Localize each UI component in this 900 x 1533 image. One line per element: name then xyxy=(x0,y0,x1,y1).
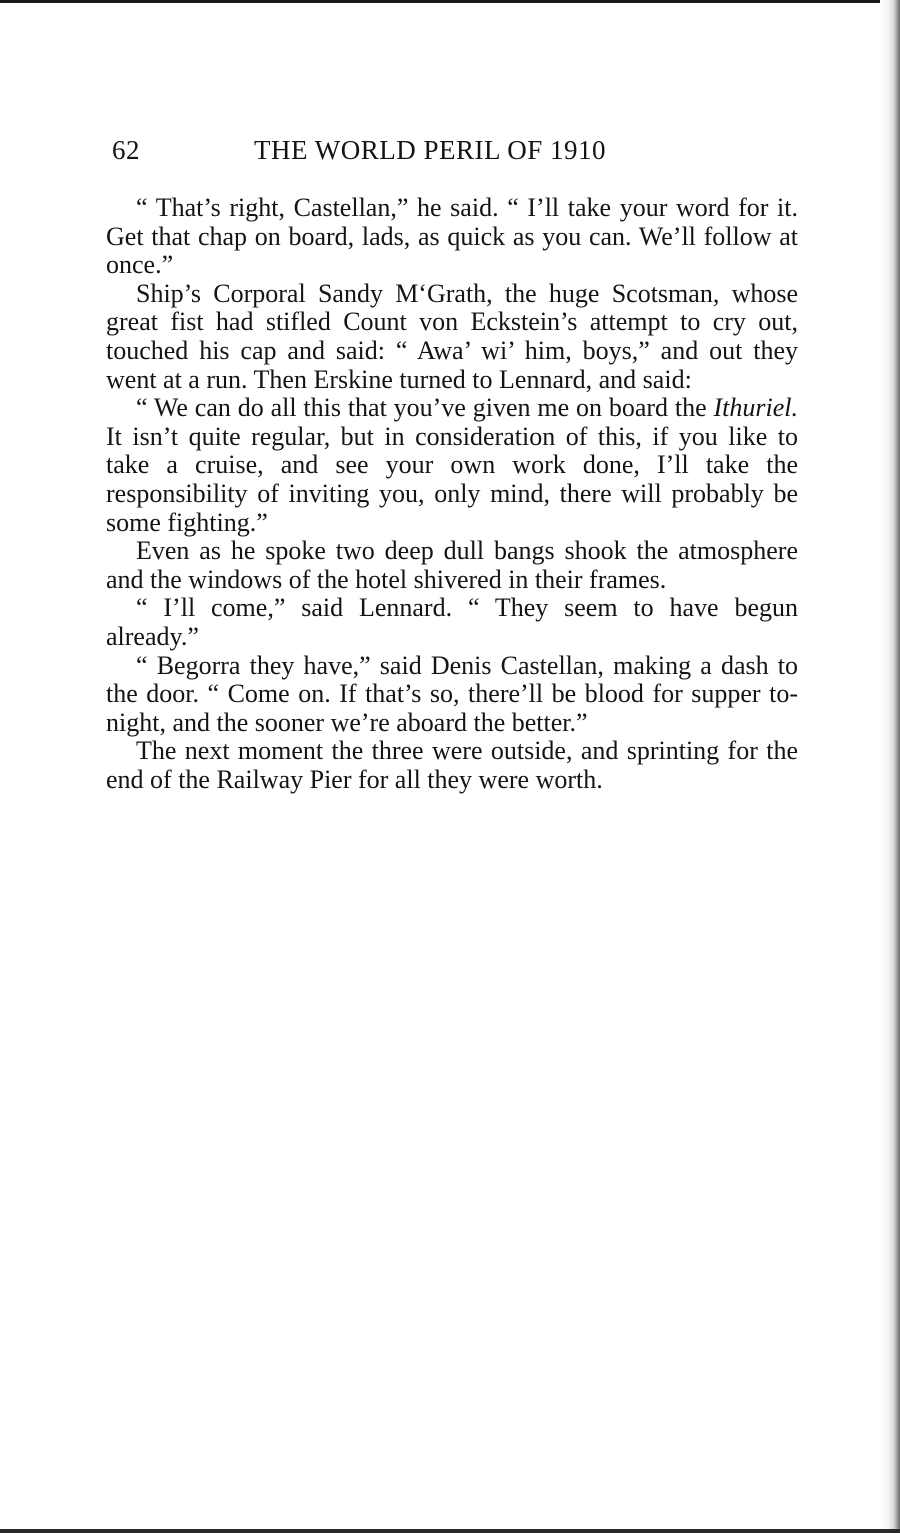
running-header xyxy=(112,135,792,171)
paragraph xyxy=(106,394,798,537)
paragraph: The next moment the three were outside, and sprinting for the end of the Railway Pier for all they were worth. xyxy=(106,736,798,794)
paragraph: Even as he spoke two deep dull bangs shook the atmosphere and the windows of the hotel shivered in their frames. xyxy=(106,536,798,594)
scan-page-edge xyxy=(880,0,900,1533)
paragraph: “ I’ll come,” said Lennard. “ They seem to have begun already.” xyxy=(106,593,798,651)
paragraph: “ That’s right, Castellan,” he said. “ I’ll take your word for it. Get that chap on board, lads, as quick as you can. We’ll follow at once.” xyxy=(106,193,798,280)
scan-top-edge xyxy=(0,0,900,3)
ship-name-italic: Ithuriel. xyxy=(713,393,798,423)
paragraph-text: “ We can do all this that you’ve given me on board the xyxy=(136,393,714,423)
scan-bottom-edge xyxy=(0,1529,900,1533)
body-text xyxy=(106,194,798,794)
paragraph: “ Begorra they have,” said Denis Castellan, making a dash to the door. “ Come on. If that’s so, there’ll be blood for supper to-night, and the sooner we’re aboard the better.” xyxy=(106,650,798,737)
paragraph-text: It isn’t quite regular, but in consideration of this, if you like to take a cruise, and see your own work done, I’ll take the responsibility of inviting you, only mind, there will probably be some fighting.” xyxy=(106,421,798,537)
running-title: THE WORLD PERIL OF 1910 xyxy=(254,135,606,165)
paragraph: Ship’s Corporal Sandy M‘Grath, the huge Scotsman, whose great fist had stifled Count von Eckstein’s attempt to cry out, touched his cap and said: “ Awa’ wi’ him, boys,” and out they went at a run. Then Erskine turned to Lennard, and said: xyxy=(106,278,798,394)
page-number: 62 xyxy=(112,135,140,165)
